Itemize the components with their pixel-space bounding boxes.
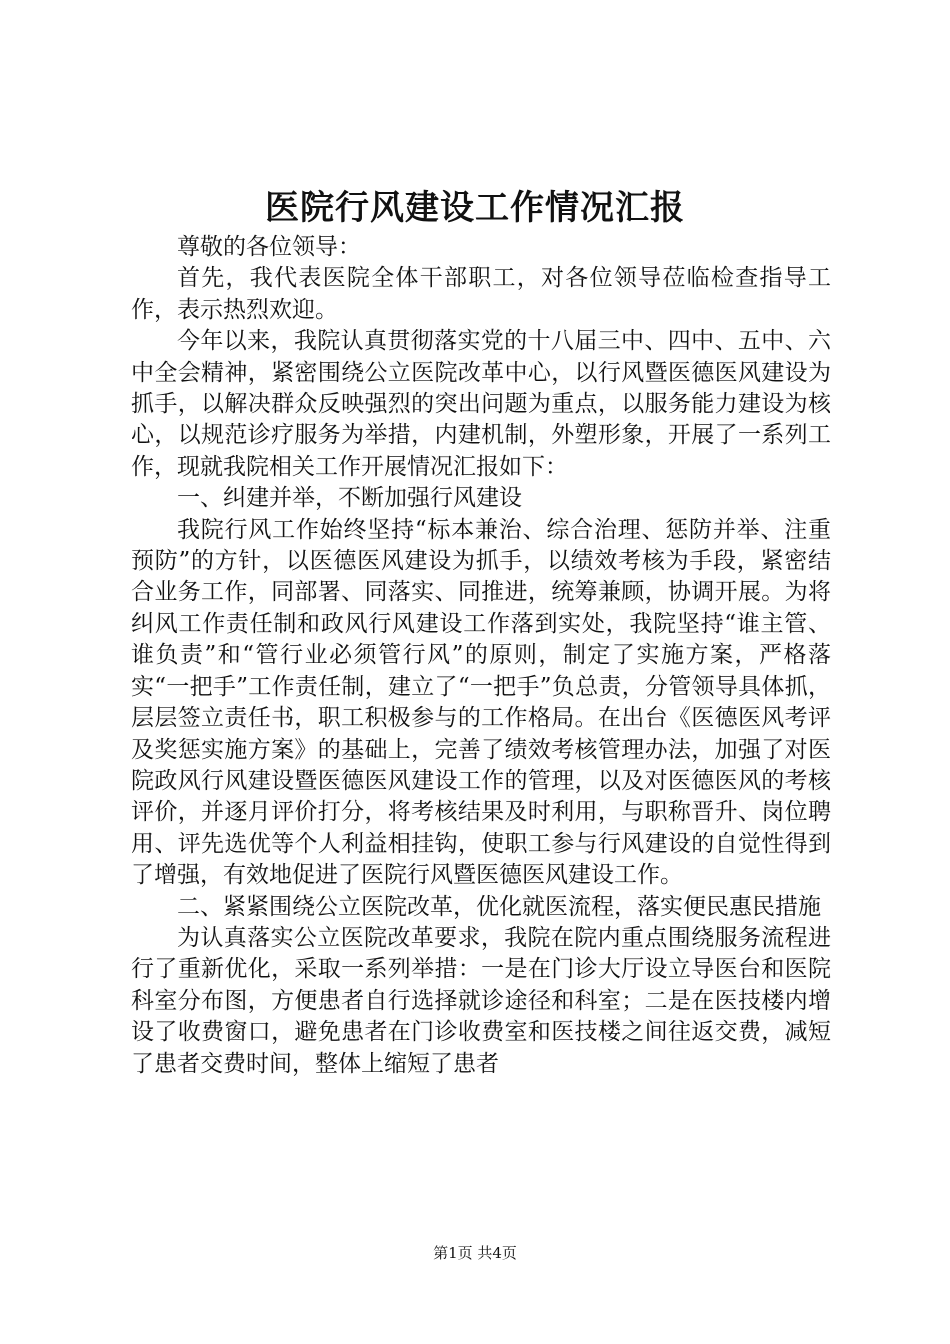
welcome-paragraph: 首先，我代表医院全体干部职工，对各位领导莅临检查指导工作，表示热烈欢迎。	[131, 265, 831, 323]
salutation-paragraph: 尊敬的各位领导：	[177, 234, 361, 260]
document-body	[131, 232, 831, 1080]
section-1-paragraph: 我院行风工作始终坚持“标本兼治、综合治理、惩防并举、注重预防”的方针，以医德医风建设为抓手，以绩效考核为手段，紧密结合业务工作，同部署、同落实、同推进，统筹兼顾，协调开展。为将纠风工作责任制和政风行风建设工作落到实处，我院坚持“谁主管、谁负责”和“管行业必须管行风”的原则，制定了实施方案，严格落实“一把手”工作责任制，建立了“一把手”负总责，分管领导具体抓，层层签立责任书，职工积极参与的工作格局。在出台《医德医风考评及奖惩实施方案》的基础上，完善了绩效考核管理办法，加强了对医院政风行风建设暨医德医风建设工作的管理，以及对医德医风的考核评价，并逐月评价打分，将考核结果及时利用，与职称晋升、岗位聘用、评先选优等个人利益相挂钩，使职工参与行风建设的自觉性得到了增强，有效地促进了医院行风暨医德医风建设工作。	[131, 516, 831, 889]
section-2-paragraph: 为认真落实公立医院改革要求，我院在院内重点围绕服务流程进行了重新优化，采取一系列举措：一是在门诊大厅设立导医台和医院科室分布图，方便患者自行选择就诊途径和科室；二是在医技楼内增设了收费窗口，避免患者在门诊收费室和医技楼之间往返交费，减短了患者交费时间，整体上缩短了患者	[131, 924, 831, 1077]
page-number-footer: 第1页 共4页	[433, 1244, 517, 1262]
section-heading-1: 一、纠建并举，不断加强行风建设	[177, 485, 522, 512]
document-title: 医院行风建设工作情况汇报	[265, 188, 685, 228]
section-heading-2: 二、紧紧围绕公立医院改革，优化就医流程，落实便民惠民措施	[177, 893, 821, 920]
intro-paragraph: 今年以来，我院认真贯彻落实党的十八届三中、四中、五中、六中全会精神，紧密围绕公立医院改革中心，以行风暨医德医风建设为抓手，以解决群众反映强烈的突出问题为重点，以服务能力建设为核心，以规范诊疗服务为举措，内建机制，外塑形象，开展了一系列工作，现就我院相关工作开展情况汇报如下：	[131, 328, 831, 480]
